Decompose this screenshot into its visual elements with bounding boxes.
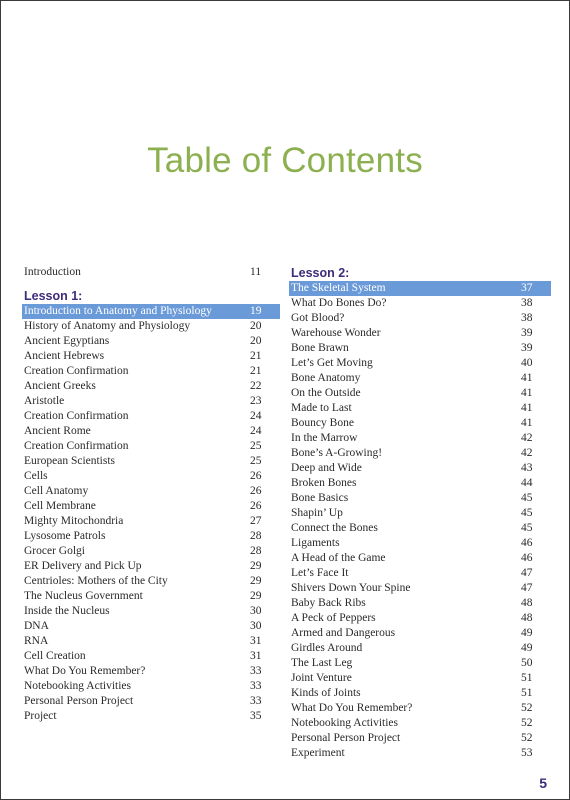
lesson-2-entries [289,281,551,761]
toc-entry-page: 24 [250,425,262,437]
toc-entry [22,409,280,424]
toc-entry [289,626,551,641]
toc-entry [22,589,280,604]
toc-entry-label: Introduction to Anatomy and Physiology [24,305,212,317]
toc-entry-page: 11 [250,266,262,278]
toc-entry-label: Let’s Face It [291,567,349,579]
toc-entry-label: Let’s Get Moving [291,357,373,369]
toc-entry-label: Cell Membrane [24,500,96,512]
toc-entry-label: Introduction [24,266,81,278]
toc-entry [289,431,551,446]
toc-entry [22,379,280,394]
toc-entry [289,521,551,536]
toc-entry-label: Grocer Golgi [24,545,85,557]
toc-entry-page: 39 [521,327,533,339]
toc-entry-page: 30 [250,605,262,617]
toc-entry-page: 41 [521,387,533,399]
toc-entry [22,649,280,664]
toc-entry-page: 35 [250,710,262,722]
toc-entry [289,326,551,341]
toc-entry [289,491,551,506]
toc-entry-label: Project [24,710,57,722]
toc-entry-page: 33 [250,680,262,692]
toc-entry-label: Made to Last [291,402,352,414]
toc-entry [22,484,280,499]
toc-entry-page: 26 [250,485,262,497]
toc-entry [22,574,280,589]
toc-entry-label: Broken Bones [291,477,357,489]
toc-entry [289,731,551,746]
toc-entry [22,394,280,409]
toc-entry [289,296,551,311]
toc-entry-label: Cell Creation [24,650,86,662]
toc-entry-page: 27 [250,515,262,527]
toc-entry-label: Inside the Nucleus [24,605,110,617]
toc-entry-label: Ancient Egyptians [24,335,110,347]
toc-entry-page: 41 [521,372,533,384]
toc-entry-label: Armed and Dangerous [291,627,396,639]
toc-entry-page: 20 [250,320,262,332]
toc-entry-page: 51 [521,687,533,699]
toc-entry-label: Personal Person Project [24,695,134,707]
toc-entry [22,469,280,484]
toc-entry [289,686,551,701]
toc-entry-page: 50 [521,657,533,669]
toc-entry-page: 53 [521,747,533,759]
toc-entry-label: Baby Back Ribs [291,597,366,609]
toc-entry-label: Mighty Mitochondria [24,515,124,527]
toc-entry-label: Creation Confirmation [24,365,129,377]
toc-entry-page: 39 [521,342,533,354]
toc-entry [22,559,280,574]
toc-entry-label: On the Outside [291,387,361,399]
toc-entry [22,364,280,379]
toc-entry-label: Lysosome Patrols [24,530,106,542]
toc-entry-label: Centrioles: Mothers of the City [24,575,168,587]
toc-entry-page: 51 [521,672,533,684]
toc-entry-page: 26 [250,500,262,512]
toc-entry-page: 31 [250,650,262,662]
toc-entry [289,641,551,656]
toc-entry-label: What Do You Remember? [24,665,146,677]
toc-entry-page: 24 [250,410,262,422]
toc-entry-page: 41 [521,402,533,414]
toc-entry [289,446,551,461]
toc-entry-page: 46 [521,552,533,564]
toc-entry-page: 19 [250,305,262,317]
toc-entry-page: 23 [250,395,262,407]
toc-entry-page: 41 [521,417,533,429]
toc-entry-page: 25 [250,455,262,467]
toc-entry-label: Joint Venture [291,672,352,684]
toc-entry [22,664,280,679]
toc-entry [289,461,551,476]
toc-entry [289,656,551,671]
toc-entry-page: 45 [521,522,533,534]
toc-entry [289,386,551,401]
toc-entry-label: Experiment [291,747,345,759]
toc-entry-label: Notebooking Activities [291,717,399,729]
toc-entry-label: What Do Bones Do? [291,297,387,309]
toc-entry-page: 29 [250,560,262,572]
toc-entry-label: Shivers Down Your Spine [291,582,411,594]
toc-entry-label: The Skeletal System [291,282,386,294]
toc-entry-page: 42 [521,432,533,444]
toc-entry-page: 25 [250,440,262,452]
toc-entry [22,334,280,349]
toc-entry-page: 22 [250,380,262,392]
toc-entry-page: 43 [521,462,533,474]
toc-entry-page: 29 [250,575,262,587]
toc-entry-page: 42 [521,447,533,459]
toc-entry-label: A Head of the Game [291,552,386,564]
toc-entry-page: 33 [250,695,262,707]
page-number: 5 [539,775,547,791]
toc-entry [22,619,280,634]
toc-entry [22,319,280,334]
toc-entry-label: Girdles Around [291,642,363,654]
toc-entry-highlighted [22,304,280,319]
toc-entry-label: Bone’s A-Growing! [291,447,383,459]
toc-entry-label: Creation Confirmation [24,440,129,452]
toc-column-right [289,265,551,761]
lesson-2-heading: Lesson 2: [291,266,350,280]
toc-column-left [22,265,280,724]
toc-entry [289,596,551,611]
toc-entry-highlighted [289,281,551,296]
toc-entry-label: DNA [24,620,49,632]
toc-entry-page: 38 [521,297,533,309]
toc-entry-page: 45 [521,507,533,519]
lesson-1-entries [22,304,280,724]
toc-entry-page: 29 [250,590,262,602]
toc-entry [22,709,280,724]
toc-entry-label: Cell Anatomy [24,485,89,497]
toc-entry [289,476,551,491]
toc-entry-page: 47 [521,582,533,594]
toc-entry [22,529,280,544]
toc-entry-label: Got Blood? [291,312,345,324]
toc-entry-label: Bouncy Bone [291,417,354,429]
toc-entry [289,506,551,521]
toc-entry-introduction [22,265,280,280]
toc-entry-label: Aristotle [24,395,65,407]
toc-entry-page: 48 [521,597,533,609]
toc-entry-page: 21 [250,350,262,362]
toc-entry [22,604,280,619]
toc-entry [289,536,551,551]
toc-entry-label: Deep and Wide [291,462,362,474]
toc-entry [289,611,551,626]
toc-entry [22,499,280,514]
toc-entry-label: Ligaments [291,537,340,549]
toc-entry-label: History of Anatomy and Physiology [24,320,191,332]
toc-entry-label: Shapin’ Up [291,507,343,519]
toc-entry-page: 49 [521,642,533,654]
toc-entry-page: 33 [250,665,262,677]
toc-entry [289,551,551,566]
toc-entry [289,746,551,761]
toc-entry-label: RNA [24,635,49,647]
toc-entry-page: 47 [521,567,533,579]
toc-entry-page: 37 [521,282,533,294]
toc-entry-page: 45 [521,492,533,504]
toc-entry-label: What Do You Remember? [291,702,413,714]
toc-entry-label: Cells [24,470,48,482]
toc-entry [289,341,551,356]
toc-entry [22,514,280,529]
toc-entry-label: Bone Basics [291,492,349,504]
toc-entry-label: The Nucleus Government [24,590,143,602]
toc-entry-page: 49 [521,627,533,639]
toc-entry [22,679,280,694]
toc-entry-label: Connect the Bones [291,522,378,534]
toc-entry [22,634,280,649]
toc-entry-page: 21 [250,365,262,377]
toc-entry-page: 52 [521,702,533,714]
toc-entry [289,356,551,371]
toc-entry [289,401,551,416]
toc-entry-label: The Last Leg [291,657,353,669]
toc-entry-page: 26 [250,470,262,482]
toc-entry-page: 30 [250,620,262,632]
toc-entry [22,439,280,454]
toc-entry-label: Bone Anatomy [291,372,361,384]
toc-entry [22,424,280,439]
toc-entry-label: Ancient Greeks [24,380,96,392]
toc-entry-label: European Scientists [24,455,116,467]
toc-entry-page: 28 [250,545,262,557]
toc-entry-label: A Peck of Peppers [291,612,376,624]
toc-entry-page: 28 [250,530,262,542]
toc-entry-page: 40 [521,357,533,369]
toc-entry-label: Ancient Hebrews [24,350,105,362]
toc-entry-page: 31 [250,635,262,647]
toc-entry-label: Personal Person Project [291,732,401,744]
toc-entry-label: Warehouse Wonder [291,327,381,339]
toc-entry-label: Ancient Rome [24,425,91,437]
toc-entry [289,566,551,581]
toc-entry-page: 52 [521,732,533,744]
toc-entry [289,701,551,716]
toc-entry-page: 20 [250,335,262,347]
toc-entry [289,581,551,596]
toc-entry [289,416,551,431]
toc-entry [22,349,280,364]
toc-entry-label: Notebooking Activities [24,680,132,692]
toc-entry [289,716,551,731]
toc-entry [289,671,551,686]
toc-entry-label: Bone Brawn [291,342,349,354]
toc-entry [289,371,551,386]
toc-entry-page: 48 [521,612,533,624]
toc-entry-page: 52 [521,717,533,729]
toc-entry-page: 44 [521,477,533,489]
toc-entry [289,311,551,326]
toc-entry-label: ER Delivery and Pick Up [24,560,142,572]
page-title: Table of Contents [147,141,423,180]
toc-entry-label: Kinds of Joints [291,687,361,699]
toc-entry-page: 46 [521,537,533,549]
toc-entry-label: In the Marrow [291,432,358,444]
toc-entry [22,454,280,469]
lesson-1-heading: Lesson 1: [24,289,83,303]
toc-entry-label: Creation Confirmation [24,410,129,422]
toc-entry-page: 38 [521,312,533,324]
toc-entry [22,694,280,709]
toc-entry [22,544,280,559]
